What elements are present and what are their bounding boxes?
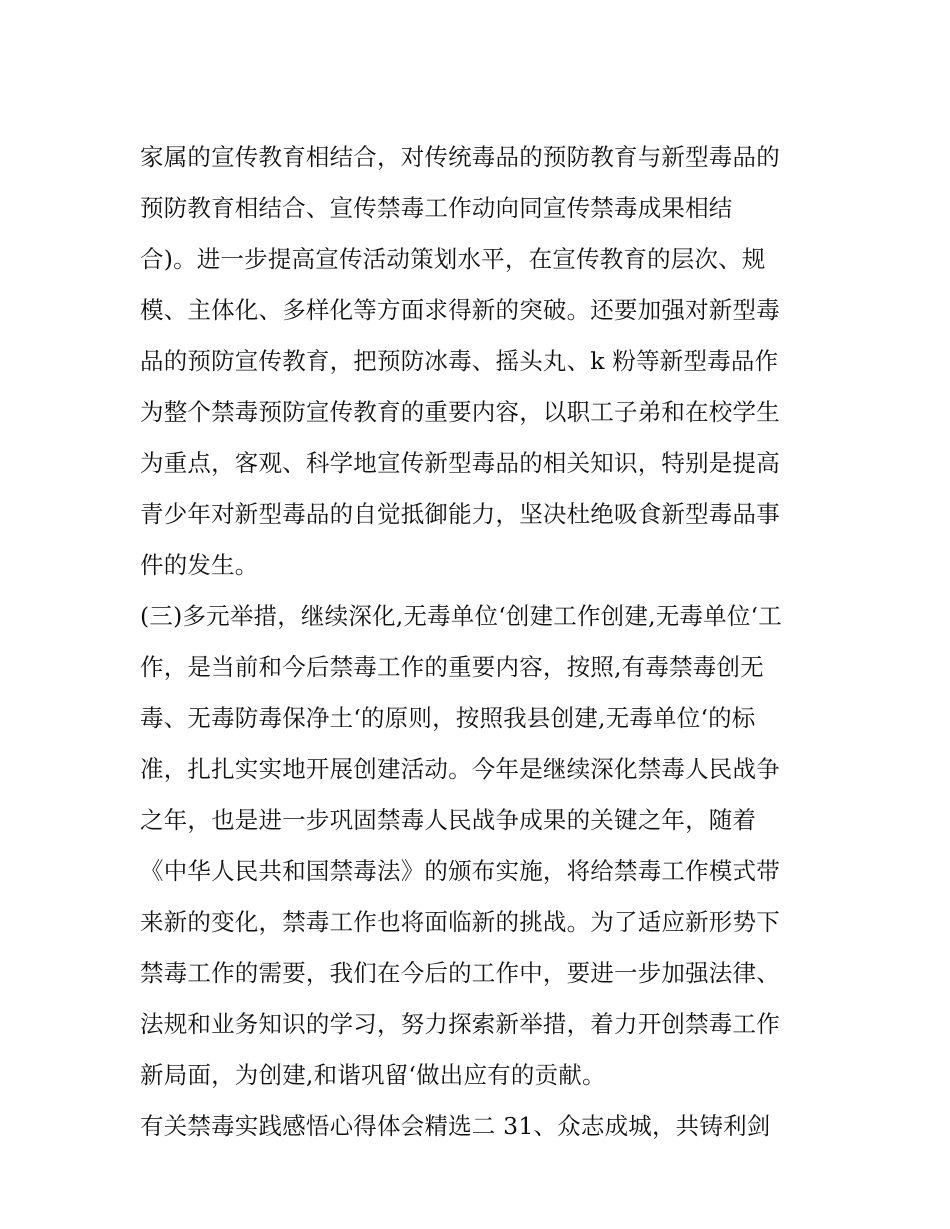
- text-line: 来新的变化，禁毒工作也将面临新的挑战。为了适应新形势下: [140, 908, 780, 936]
- text-line: 有关禁毒实践感悟心得体会精选二 31、众志成城，共铸利剑: [140, 1112, 771, 1140]
- text-line: 青少年对新型毒品的自觉抵御能力，坚决杜绝吸食新型毒品事: [140, 500, 780, 528]
- section-heading-line: (三)多元举措，继续深化,无毒单位‘创建工作创建,无毒单位‘工: [140, 602, 782, 630]
- text-line: 禁毒工作的需要，我们在今后的工作中，要进一步加强法律、: [140, 959, 780, 987]
- text-line: 准，扎扎实实地开展创建活动。今年是继续深化禁毒人民战争: [140, 755, 780, 783]
- text-line: 毒、无毒防毒保净土‘的原则，按照我县创建,无毒单位‘的标: [140, 704, 756, 732]
- text-line: 《中华人民共和国禁毒法》的颁布实施，将给禁毒工作模式带: [140, 857, 780, 885]
- text-line: 作，是当前和今后禁毒工作的重要内容，按照,有毒禁毒创无: [140, 653, 764, 681]
- text-line: 合)。进一步提高宣传活动策划水平，在宣传教育的层次、规: [140, 245, 766, 273]
- text-line: 家属的宣传教育相结合，对传统毒品的预防教育与新型毒品的: [140, 143, 780, 171]
- text-line: 模、主体化、多样化等方面求得新的突破。还要加强对新型毒: [140, 296, 780, 324]
- text-line: 之年，也是进一步巩固禁毒人民战争成果的关键之年，随着: [140, 806, 757, 834]
- text-line: 品的预防宣传教育，把预防冰毒、摇头丸、k 粉等新型毒品作: [140, 347, 779, 375]
- text-line: 新局面，为创建,和谐巩留‘做出应有的贡献。: [140, 1061, 606, 1089]
- text-line: 法规和业务知识的学习，努力探索新举措，着力开创禁毒工作: [140, 1010, 780, 1038]
- text-line: 为重点，客观、科学地宣传新型毒品的相关知识，特别是提高: [140, 449, 780, 477]
- text-line: 件的发生。: [140, 551, 259, 579]
- text-line: 为整个禁毒预防宣传教育的重要内容，以职工子弟和在校学生: [140, 398, 780, 426]
- text-line: 预防教育相结合、宣传禁毒工作动向同宣传禁毒成果相结: [140, 194, 733, 222]
